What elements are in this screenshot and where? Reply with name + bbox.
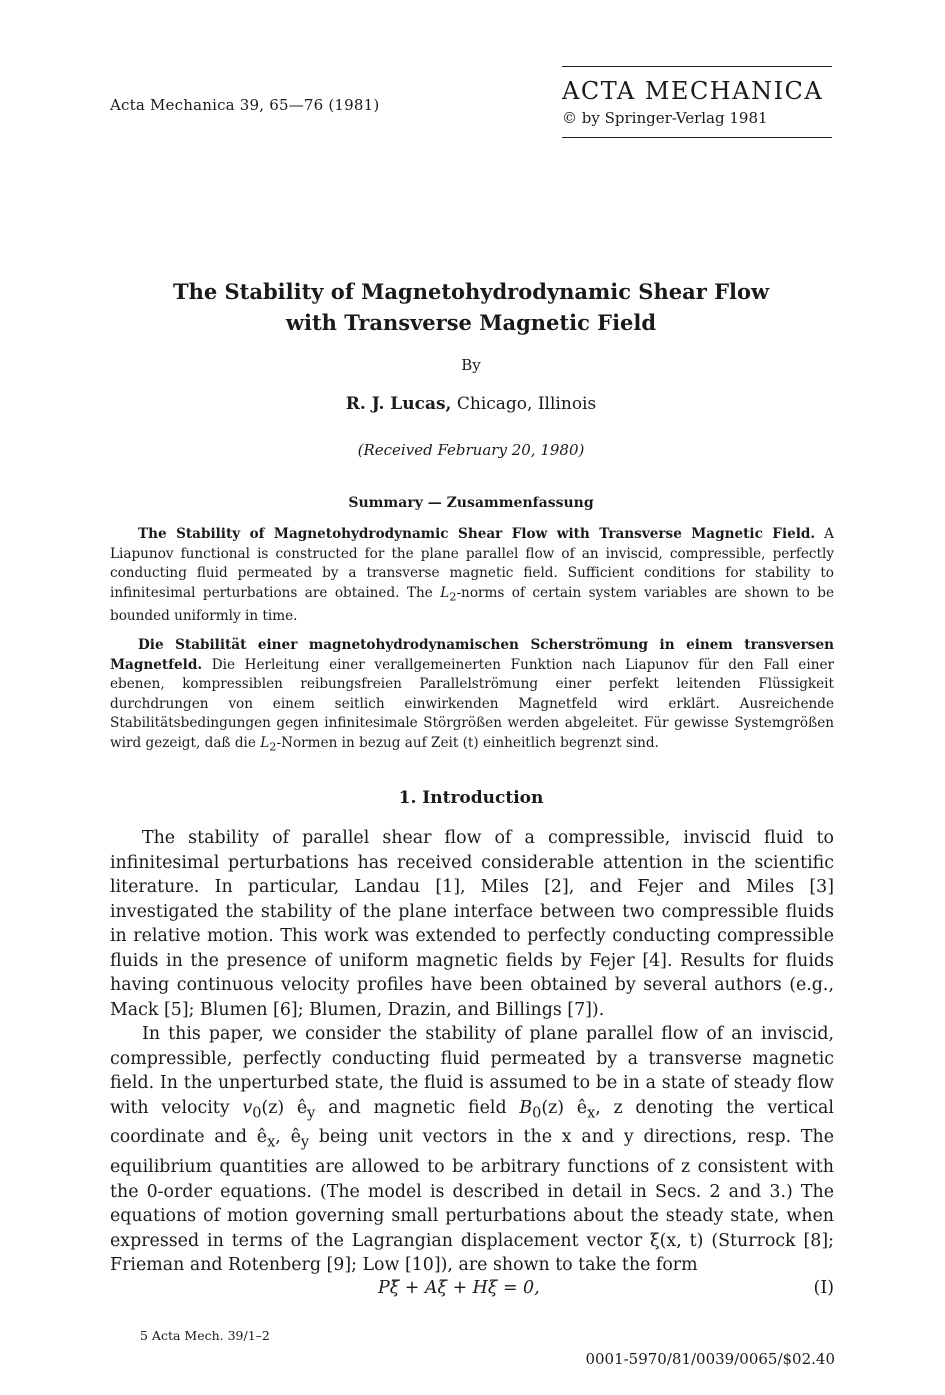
symbol-vz-sub: y <box>307 1104 316 1121</box>
introduction-paragraph-2 <box>110 1022 834 1278</box>
symbol-B: B <box>519 1097 533 1118</box>
received-date: (Received February 20, 1980) <box>357 441 585 459</box>
abstract-german-text-1: Die Herleitung einer verallgemeinerten Funktion nach Liapunov für den Fall einer ebenen, kompressiblen reibungsfreien Parallelströmung einer perfekt leitenden Flüssigkeit durchdrungen von einem seitlich einwirkenden Magnetfeld wird erklärt. Ausreichende Stabilitätsbedingungen gegen infinitesimale Störgrößen werden abgeleitet. Für gewisse Systemgrößen wird gezeigt, daß die <box>110 656 834 751</box>
journal-masthead <box>562 66 832 138</box>
article-title-line-1: The Stability of Magnetohydrodynamic Shear Flow <box>172 279 770 304</box>
abstract-english-lead: The Stability of Magnetohydrodynamic Shear Flow with Transverse Magnetic Field. <box>138 526 816 542</box>
symbol-B-sub: 0 <box>532 1104 542 1121</box>
abstract-german-norm-sub: 2 <box>269 739 277 754</box>
equation-number: (I) <box>813 1278 834 1298</box>
article-title-line-2: with Transverse Magnetic Field <box>285 310 657 335</box>
para2-text-d: , ê <box>275 1127 301 1148</box>
symbol-ey-sub: y <box>300 1134 310 1151</box>
abstract-german-lead: Die Stabilität einer magnetohydrodynamischen Scherströmung in einem transversen Magnetfeld. <box>110 637 834 673</box>
abstract-german <box>110 636 834 757</box>
article-title <box>110 276 832 338</box>
masthead-bottom-rule <box>562 137 832 138</box>
abstract-english-norm-sub: 2 <box>449 589 457 604</box>
abstract-english-norm: L <box>440 584 450 601</box>
author-name: R. J. Lucas, <box>345 394 452 414</box>
introduction-paragraph-1: The stability of parallel shear flow of a compressible, inviscid fluid to infinitesimal perturbations has received considerable attention in the scientific literature. In particular, Landau [1], Miles [2], and Fejer and Miles [3] investigated the stability of the plane interface between two compressible fluids in relative motion. This work was extended to perfectly conducting compressible fluids in the presence of uniform magnetic fields by Fejer [4]. Results for fluids having continuous velocity profiles have been obtained by several authors (e.g., Mack [5]; Blumen [6]; Blumen, Drazin, and Billings [7]). <box>110 828 834 1020</box>
journal-reference: Acta Mechanica 39, 65—76 (1981) <box>110 96 380 114</box>
para2-text-c: , z denoting the vertical coordinate and ê <box>110 1097 834 1148</box>
para2-text-a: In this paper, we consider the stability of plane parallel flow of an inviscid, compressible, perfectly conducting fluid permeated by a transverse magnetic field. In the unperturbed state, the fluid is assumed to be in a state of steady flow with velocity <box>110 1024 834 1118</box>
author-line <box>110 394 832 414</box>
masthead-top-rule <box>562 66 832 67</box>
abstract-german-norm: L <box>260 734 270 751</box>
article-code: 0001-5970/81/0039/0065/$02.40 <box>585 1350 835 1368</box>
abstract-english-text-1: A Liapunov functional is constructed for the plane parallel flow of an inviscid, compressible, perfectly conducting fluid permeated by a transverse magnetic field. Sufficient conditions for stability to infinitesimal perturbations are obtained. The <box>110 526 834 601</box>
summary-heading: Summary — Zusammenfassung <box>348 495 594 511</box>
abstract-german-text-2: -Normen in bezug auf Zeit (t) einheitlich begrenzt sind. <box>276 734 659 751</box>
symbol-Bz: (z) ê <box>541 1097 588 1118</box>
by-line: By <box>461 356 481 374</box>
symbol-Bz-sub: x <box>587 1104 596 1121</box>
masthead-title: ACTA MECHANICA <box>562 77 824 105</box>
symbol-vz: (z) ê <box>261 1097 308 1118</box>
para2-text-e: being unit vectors in the x and y directions, resp. The equilibrium quantities are allowed to be arbitrary functions of z consistent with the 0-order equations. (The model is described in detail in Secs. 2 and 3.) The equations of motion governing small perturbations about the steady state, when expressed in terms of the Lagrangian displacement vector ξ(x, t) (Sturrock [8]; Frieman and Rotenberg [9]; Low [10]), are shown to take the form <box>110 1127 834 1276</box>
introduction-body <box>110 826 834 1278</box>
symbol-v: v <box>242 1097 253 1118</box>
equation-body: Pξ̈ + Aξ̇ + Hξ = 0, <box>378 1278 540 1298</box>
section-heading-introduction: 1. Introduction <box>398 788 544 808</box>
symbol-v-sub: 0 <box>252 1104 262 1121</box>
symbol-ex-sub: x <box>267 1134 276 1151</box>
page-footnote: 5 Acta Mech. 39/1–2 <box>140 1328 270 1343</box>
masthead-copyright: © by Springer-Verlag 1981 <box>562 109 768 127</box>
para2-text-b: and magnetic field <box>315 1097 520 1118</box>
author-affiliation: Chicago, Illinois <box>451 394 597 414</box>
abstract-english <box>110 525 834 627</box>
abstract-english-text-2: -norms of certain system variables are shown to be bounded uniformly in time. <box>110 584 835 625</box>
